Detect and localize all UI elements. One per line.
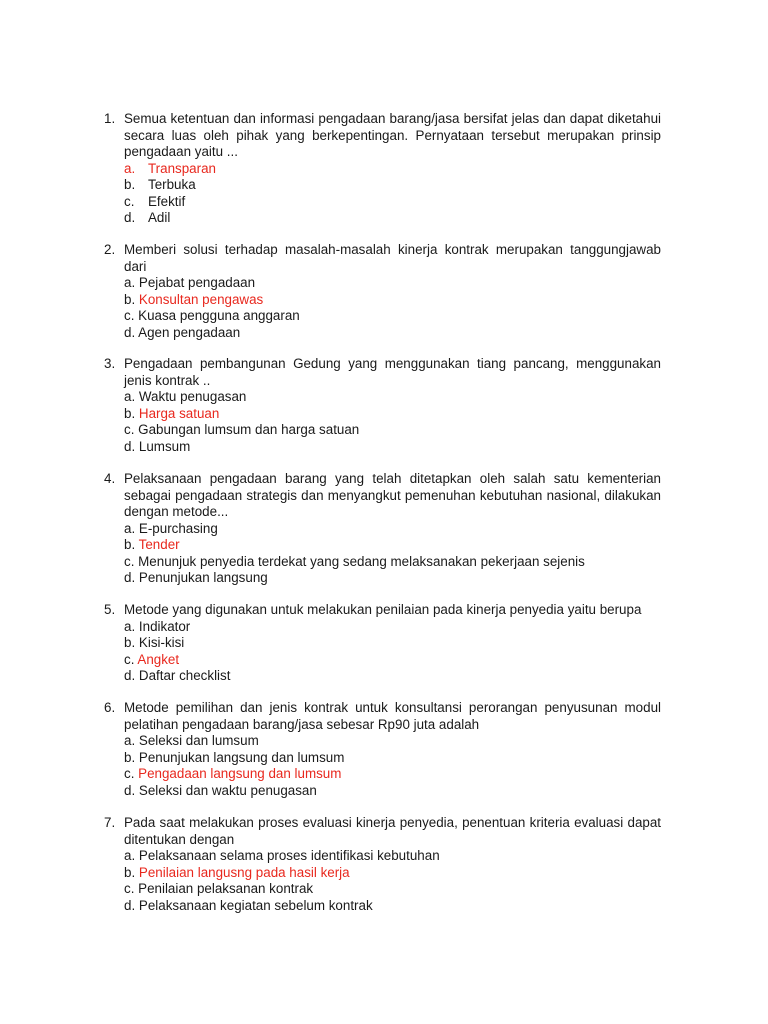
option-list (124, 733, 661, 799)
option-list (124, 521, 661, 587)
question-number: 5. (104, 602, 116, 617)
question-number: 3. (104, 356, 116, 371)
question-text: Metode yang digunakan untuk melakukan penilaian pada kinerja penyedia yaitu berupa (124, 602, 642, 617)
question-2 (104, 242, 661, 341)
option-b: b. Penunjukan langsung dan lumsum (124, 749, 345, 765)
option-d: d. Penunjukan langsung (124, 570, 268, 585)
option-a: a. Pelaksanaan selama proses identifikasi kebutuhan (124, 848, 440, 863)
option-c-correct: c. Pengadaan langsung dan lumsum (124, 766, 342, 781)
option-list (124, 848, 661, 914)
option-list (124, 275, 661, 341)
question-number: 6. (104, 700, 116, 715)
option-b: b. Kisi-kisi (124, 635, 185, 650)
option-d: d. Agen pengadaan (124, 324, 241, 340)
option-d: d. Seleksi dan waktu penugasan (124, 782, 317, 798)
question-7 (104, 815, 661, 914)
option-b-correct: b. Penilaian langusng pada hasil kerja (124, 864, 350, 880)
option-a: a. E-purchasing (124, 520, 218, 536)
question-4 (104, 471, 661, 587)
option-d: d. Daftar checklist (124, 668, 231, 683)
question-text: Memberi solusi terhadap masalah-masalah kinerja kontrak merupakan tanggungjawab dari (124, 242, 661, 274)
option-b-correct: b. Harga satuan (124, 405, 220, 421)
question-number: 2. (104, 242, 116, 257)
question-number: 7. (104, 815, 116, 830)
option-list (124, 161, 661, 227)
question-text: Semua ketentuan dan informasi pengadaan barang/jasa bersifat jelas dan dapat diketahui secara luas oleh pihak yang berkepentingan. Pernyataan tersebut merupakan prinsip pengadaan yaitu ... (124, 111, 661, 159)
option-c: c. Penilaian pelaksanan kontrak (124, 881, 314, 896)
option-b: b. Terbuka (124, 177, 196, 192)
option-a: a. Seleksi dan lumsum (124, 733, 259, 748)
option-c: c. Efektif (124, 193, 186, 209)
option-d: d. Adil (124, 210, 171, 225)
option-b-correct: b. Konsultan pengawas (124, 291, 264, 307)
option-c: c. Menunjuk penyedia terdekat yang sedang melaksanakan pekerjaan sejenis (124, 553, 585, 569)
option-d: d. Lumsum (124, 438, 191, 454)
option-c: c. Kuasa pengguna anggaran (124, 308, 300, 323)
option-a: a. Pejabat pengadaan (124, 275, 256, 290)
option-d: d. Pelaksanaan kegiatan sebelum kontrak (124, 897, 373, 913)
question-text: Metode pemilihan dan jenis kontrak untuk konsultansi perorangan penyusunan modul pelatihan pengadaan barang/jasa sebesar Rp90 juta adalah (124, 700, 661, 732)
option-list (124, 619, 661, 685)
question-number: 4. (104, 471, 116, 486)
option-c: c. Gabungan lumsum dan harga satuan (124, 422, 360, 437)
question-text: Pelaksanaan pengadaan barang yang telah ditetapkan oleh salah satu kementerian sebagai pengadaan strategis dan menyangkut pemenuhan kebutuhan nasional, dilakukan dengan metode... (124, 471, 661, 519)
question-text: Pada saat melakukan proses evaluasi kinerja penyedia, penentuan kriteria evaluasi dapat ditentukan dengan (124, 815, 661, 847)
option-c-correct: c. Angket (124, 651, 180, 667)
question-1 (104, 111, 661, 227)
question-text: Pengadaan pembangunan Gedung yang menggunakan tiang pancang, menggunakan jenis kontrak .. (124, 356, 661, 388)
option-a: a. Indikator (124, 618, 191, 634)
question-5 (104, 602, 661, 685)
option-list (124, 389, 661, 455)
question-6 (104, 700, 661, 799)
question-3 (104, 356, 661, 455)
question-number: 1. (104, 111, 116, 126)
option-b-correct: b. Tender (124, 537, 180, 552)
option-a: a. Waktu penugasan (124, 389, 247, 404)
option-a-correct: a. Transparan (124, 160, 216, 176)
